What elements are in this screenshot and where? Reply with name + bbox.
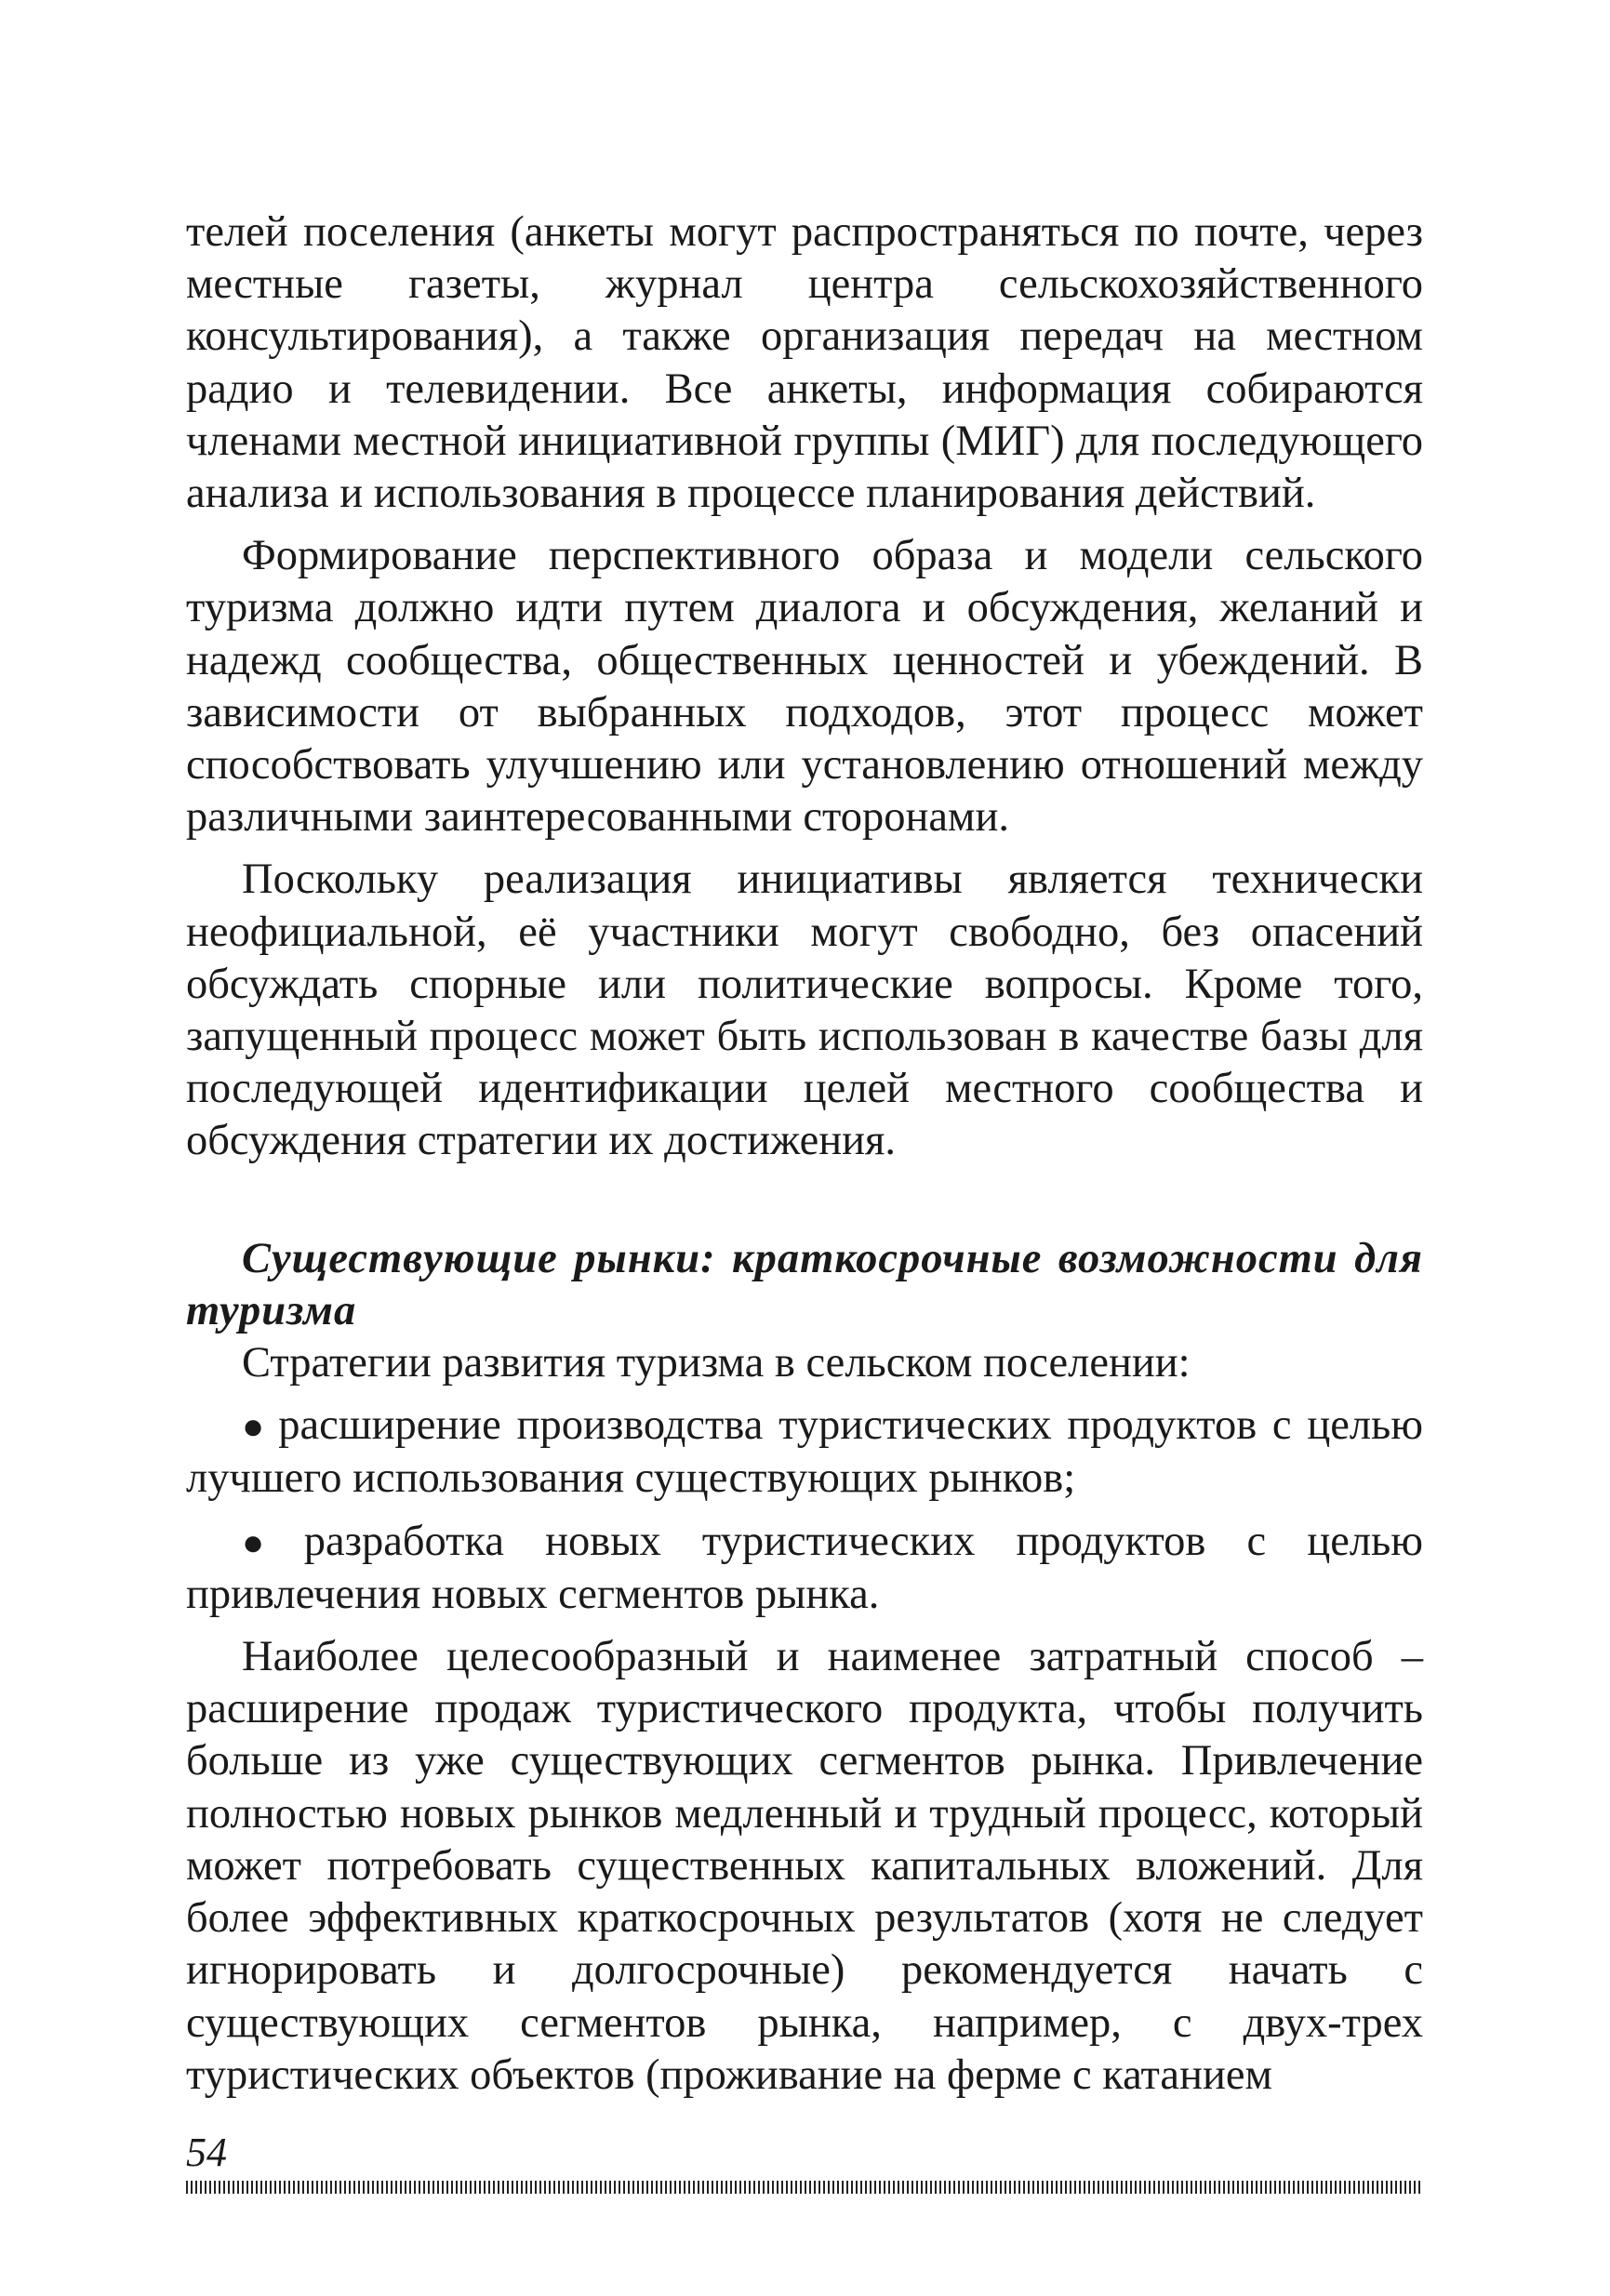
bullet-icon: ● [242, 1520, 295, 1563]
footer-divider [186, 2181, 1423, 2194]
list-item-text: расширение производства туристических продуктов с целью лучшего использования существующих рынков; [186, 1401, 1423, 1503]
list-item-text: разработка новых туристических продуктов с целью привлечения новых сегментов рынка. [186, 1517, 1423, 1618]
paragraph-informal-process: Поскольку реализация инициативы является технически неофициальной, её участники могут свободно, без опасений обсуждать спорные или политические вопросы. Кроме того, запущенный процесс может быть использован в качестве базы для последующей идентификации целей местного сообщества и обсуждения стратегии их достижения. [186, 856, 1423, 1165]
paragraph-vision: Формирование перспективного образа и модели сельского туризма должно идти путем диалога и обсуждения, желаний и надежд сообщества, общественных ценностей и убеждений. В зависимости от выбранных подходов, этот процесс может способствовать улучшению или установлению отношений между различными заинтересованными сторонами. [186, 532, 1423, 842]
page-number: 54 [186, 2130, 227, 2175]
section-intro: Стратегии развития туризма в сельском поселении: [242, 1339, 1191, 1387]
list-item [186, 1400, 1423, 1505]
section-heading: Существующие рынки: краткосрочные возможности для туризма [186, 1234, 1423, 1334]
page-body [186, 206, 1423, 2102]
paragraph-markets: Наиболее целесообразный и наименее затратный способ – расширение продаж туристического продукта, чтобы получить больше из уже существующих сегментов рынка. Привлечение полностью новых рынков медленный и трудный процесс, который может потребовать существенных капитальных вложений. Для более эффективных краткосрочных результатов (хотя не следует игнорировать и долгосрочные) рекомендуется начать с существующих сегментов рынка, например, с двух-трех туристических объектов (проживание на ферме с катанием [186, 1633, 1423, 2099]
bullet-icon: ● [242, 1405, 270, 1448]
paragraph-continuation: телей поселения (анкеты могут распространяться по почте, через местные газеты, журнал центра сельскохозяйственного консультирования), а также организация передач на местном радио и телевидении. Все анкеты, информация собираются членами местной инициативной группы (МИГ) для последующего анализа и использования в процессе планирования действий. [186, 208, 1423, 518]
list-item [186, 1516, 1423, 1621]
